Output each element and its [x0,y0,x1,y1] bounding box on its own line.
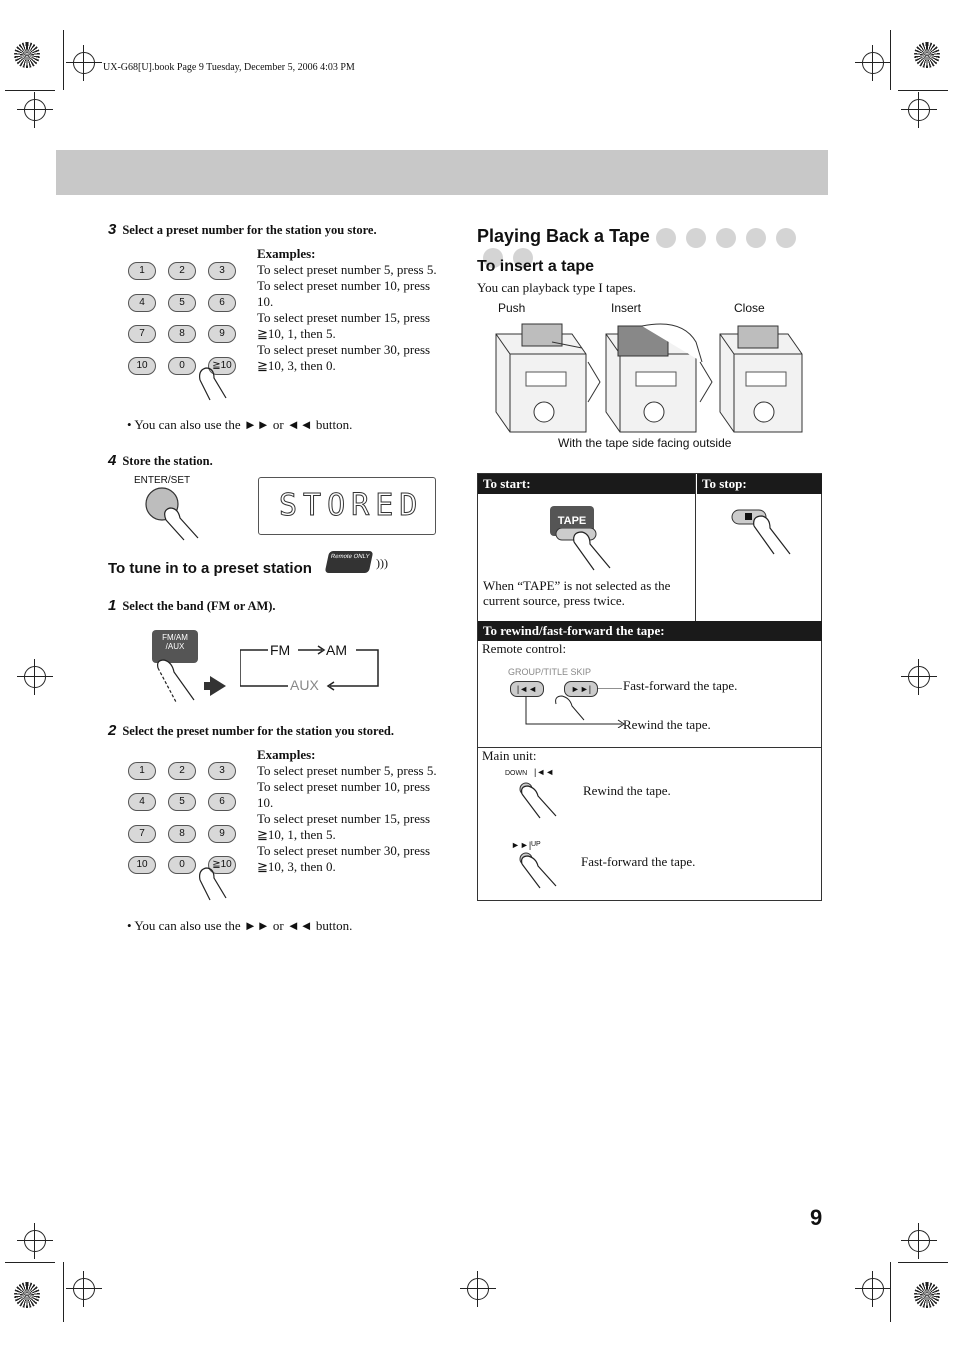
step-3 [108,221,377,238]
skip-back-button: |◄◄ [510,681,544,697]
section-title: Playing Back a Tape [477,226,650,246]
enter-set-button-icon [140,486,210,542]
arrow-right-icon [210,676,226,696]
band-am: AM [326,642,347,658]
main-ff-text: Fast-forward the tape. [581,854,696,869]
numeric-keypad [128,262,248,382]
up-skip-icon: ►►| [511,840,532,850]
key-0: 0 [168,856,196,874]
step-number: 4 [108,452,117,469]
step-text: Store the station. [122,454,213,468]
crosshair-mark [73,1278,95,1300]
rewind-ff-header [478,621,822,641]
pressing-finger-icon [196,362,246,402]
crop-line [5,1262,55,1263]
insert-step-close: Close [734,301,765,315]
insert-note: You can playback type I tapes. [477,280,636,295]
key-6: 6 [208,294,236,312]
crosshair-mark [908,1230,930,1252]
step-text: Select a preset number for the station you store. [122,223,377,237]
stop-button-icon [730,508,802,556]
main-rewind-button-icon [516,780,564,820]
crosshair-mark [73,52,95,74]
step-4 [108,452,213,469]
crosshair-mark [862,52,884,74]
step-2 [108,722,394,739]
examples-title: Examples: [257,747,316,762]
decorative-dot [746,228,766,248]
registration-sunburst-bottom-left [14,1282,40,1308]
remote-only-badge [325,551,374,573]
remote-control-label: Remote control: [482,641,567,656]
tune-heading: To tune in to a preset station [108,560,312,577]
key-8: 8 [168,825,196,843]
crop-line [890,1262,891,1322]
crop-line [898,90,948,91]
key-2: 2 [168,762,196,780]
remote-rew-text: Rewind the tape. [623,717,711,732]
crosshair-mark [24,99,46,121]
registration-sunburst-bottom-right [914,1282,940,1308]
examples-title: Examples: [257,246,316,261]
insert-caption: With the tape side facing outside [558,436,732,450]
example-item: To select preset number 30, press ≧10, 3, then 0. [257,843,431,874]
crosshair-mark [862,1278,884,1300]
registration-sunburst-top-left [14,42,40,68]
key-plus10: ≧10 [208,357,236,375]
key-5: 5 [168,793,196,811]
signal-icon: ))) [376,556,388,570]
step-1 [108,597,276,614]
stereo-unit-close [720,326,802,432]
lcd-text: STORED [279,488,424,523]
start-header-text: To start: [483,476,531,491]
crosshair-mark [24,1230,46,1252]
crosshair-mark [908,666,930,688]
key-3: 3 [208,262,236,280]
example-item: To select preset number 5, press 5. [257,262,437,277]
crop-line [63,1262,64,1322]
page-number: 9 [810,1205,823,1230]
tape-insert-illustration [492,322,808,434]
crop-line [5,90,55,91]
crosshair-mark [908,99,930,121]
example-item: To select preset number 5, press 5. [257,763,437,778]
key-plus10: ≧10 [208,856,236,874]
decorative-dot [686,228,706,248]
insert-step-insert: Insert [611,301,642,315]
key-4: 4 [128,793,156,811]
step-number: 2 [108,722,117,739]
key-1: 1 [128,762,156,780]
examples-block-1 [257,246,437,374]
down-label: DOWN [505,770,528,777]
main-rew-text: Rewind the tape. [583,783,671,798]
pressing-finger-icon [196,862,246,902]
also-note-2: • You can also use the ►► or ◄◄ button. [127,918,353,933]
key-9: 9 [208,825,236,843]
key-5: 5 [168,294,196,312]
arrow-stem [204,682,212,690]
also-note-1: • You can also use the ►► or ◄◄ button. [127,417,353,432]
crop-line [898,1262,948,1263]
crosshair-mark [24,666,46,688]
tape-button-label: TAPE [557,515,587,527]
band-aux: AUX [290,677,319,693]
key-9: 9 [208,325,236,343]
start-header [478,474,696,494]
key-7: 7 [128,825,156,843]
fm-am-aux-label: FM/AM /AUX [162,633,188,651]
decorative-dot [716,228,736,248]
example-item: To select preset number 10, press 10. [257,278,431,309]
pressing-finger-icon [152,658,212,704]
rewind-ff-header-text: To rewind/fast-forward the tape: [483,623,665,638]
remote-only-label: Remote ONLY [330,554,370,560]
key-0: 0 [168,357,196,375]
crop-line [63,30,64,90]
main-ff-button-icon [516,850,564,890]
key-8: 8 [168,325,196,343]
remote-ff-text: Fast-forward the tape. [623,678,738,693]
insert-step-push: Push [498,301,526,315]
band-fm: FM [270,642,291,658]
main-unit-label: Main unit: [482,748,537,763]
examples-block-2 [257,747,437,875]
key-10: 10 [128,357,156,375]
key-4: 4 [128,294,156,312]
step-number: 1 [108,597,117,614]
example-item: To select preset number 30, press ≧10, 3, then 0. [257,342,431,373]
step-number: 3 [108,221,117,238]
key-1: 1 [128,262,156,280]
crosshair-mark [467,1278,489,1300]
print-header-note: UX-G68[U].book Page 9 Tuesday, December 5, 2006 4:03 PM [103,62,355,73]
enter-set-label: ENTER/SET [134,475,191,486]
key-10: 10 [128,856,156,874]
example-item: To select preset number 10, press 10. [257,779,431,810]
registration-sunburst-top-right [914,42,940,68]
key-7: 7 [128,325,156,343]
insert-heading: To insert a tape [477,258,595,275]
crop-line [890,30,891,90]
step-text: Select the band (FM or AM). [122,599,276,613]
down-skip-icon: |◄◄ [534,767,555,777]
stop-header [697,474,822,494]
pressing-finger-icon [554,528,618,572]
skip-forward-button: ►►| [564,681,598,697]
stereo-unit-insert [606,324,702,432]
decorative-dot [776,228,796,248]
decorative-dot [656,228,676,248]
header-band [56,150,828,195]
up-label: UP [531,841,541,848]
step-text: Select the preset number for the station you stored. [122,724,394,738]
group-title-skip-label: GROUP/TITLE SKIP [508,667,592,677]
key-2: 2 [168,262,196,280]
band-cycle-diagram [240,640,380,692]
tape-control-table [477,473,822,901]
key-6: 6 [208,793,236,811]
example-item: To select preset number 15, press ≧10, 1, then 5. [257,811,431,842]
stereo-unit-push [496,324,586,432]
column-divider [695,474,696,622]
numeric-keypad [128,762,248,882]
skip-connector-lines [518,688,628,728]
start-note: When “TAPE” is not selected as the current source, press twice. [483,578,671,608]
stop-header-text: To stop: [702,476,747,491]
example-item: To select preset number 15, press ≧10, 1, then 5. [257,310,431,341]
key-3: 3 [208,762,236,780]
lcd-display [258,477,436,535]
